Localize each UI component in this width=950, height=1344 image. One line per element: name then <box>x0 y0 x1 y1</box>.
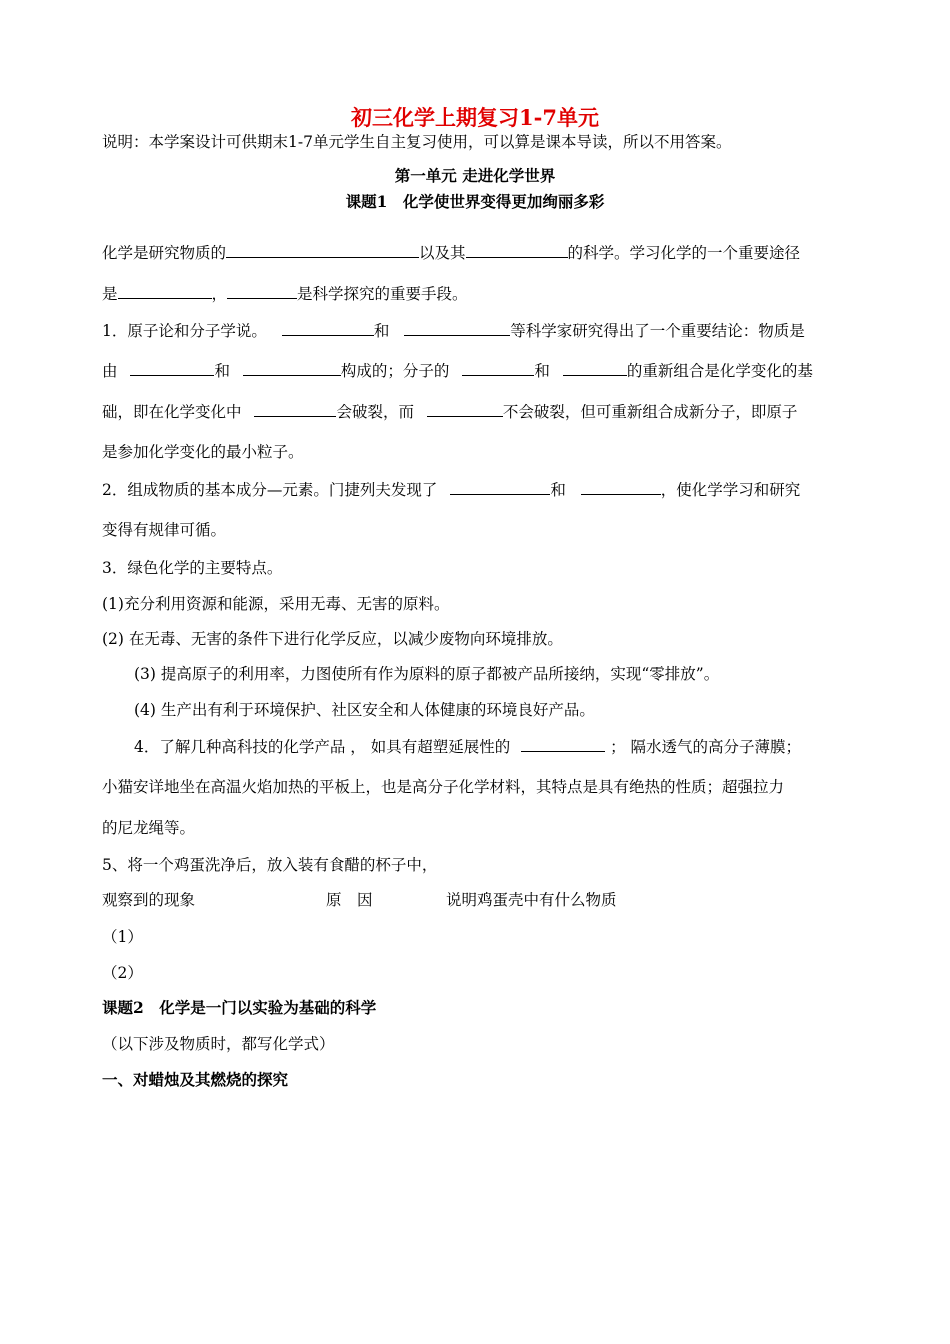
table-header-col2: 原 因 <box>326 891 373 909</box>
text: 础，即在化学变化中 <box>102 403 242 421</box>
paragraph-line: 小猫安详地坐在高温火焰加热的平板上，也是高分子化学材料，其特点是具有绝热的性质；超强拉力 <box>102 778 785 796</box>
table-row: （2） <box>102 964 143 982</box>
fill-blank[interactable] <box>118 283 212 299</box>
fill-blank[interactable] <box>450 479 550 495</box>
section1-heading: 一、对蜡烛及其燃烧的探究 <box>102 1070 289 1089</box>
paragraph-line: 5、将一个鸡蛋洗净后，放入装有食醋的杯子中， <box>102 856 438 874</box>
list-item: (4) 生产出有利于环境保护、社区安全和人体健康的环境良好产品。 <box>134 701 595 719</box>
text: 的科学。学习化学的一个重要途径 <box>567 244 801 262</box>
fill-blank[interactable] <box>581 479 661 495</box>
paragraph-line <box>102 479 800 501</box>
paragraph-line: 的尼龙绳等。 <box>102 819 196 837</box>
text: 和 <box>214 362 230 380</box>
list-item: (3) 提高原子的利用率，力图使所有作为原料的原子都被产品所接纳，实现“零排放”。 <box>134 665 720 683</box>
fill-blank[interactable] <box>462 360 534 376</box>
paragraph-line <box>102 320 805 342</box>
fill-blank[interactable] <box>404 320 510 336</box>
table-header-col3: 说明鸡蛋壳中有什么物质 <box>446 891 617 909</box>
fill-blank[interactable] <box>254 401 336 417</box>
paragraph-line <box>102 242 800 264</box>
paragraph-line: 是参加化学变化的最小粒子。 <box>102 443 304 461</box>
text: ； 隔水透气的高分子薄膜； <box>610 738 802 756</box>
text: 4．了解几种高科技的化学产品 ， 如具有超塑延展性的 <box>134 738 511 756</box>
paragraph-line: 3．绿色化学的主要特点。 <box>102 559 283 577</box>
text: ，使化学学习和研究 <box>660 481 801 499</box>
topic1-heading: 课题1 化学使世界变得更加绚丽多彩 <box>345 192 605 211</box>
paragraph-line <box>102 360 813 382</box>
text: 会破裂，而 <box>336 403 414 421</box>
fill-blank[interactable] <box>282 320 374 336</box>
fill-blank[interactable] <box>563 360 627 376</box>
text: 以及其 <box>419 244 466 262</box>
fill-blank[interactable] <box>521 736 605 752</box>
text: 构成的；分子的 <box>340 362 450 380</box>
paragraph-line <box>134 736 801 758</box>
text: 和 <box>373 322 390 340</box>
text: ， <box>211 285 228 303</box>
fill-blank[interactable] <box>226 242 419 258</box>
paragraph-line: 变得有规律可循。 <box>102 521 227 539</box>
text: 是 <box>102 285 118 303</box>
text: 2．组成物质的基本成分—元素。门捷列夫发现了 <box>102 481 438 499</box>
page-title: 初三化学上期复习1-7单元 <box>351 105 599 130</box>
fill-blank[interactable] <box>227 283 297 299</box>
text: 不会破裂，但可重新组合成新分子，即原子 <box>502 403 798 421</box>
text: 是科学探究的重要手段。 <box>297 285 468 303</box>
list-item: (1)充分利用资源和能源，采用无毒、无害的原料。 <box>102 595 450 613</box>
fill-blank[interactable] <box>466 242 568 258</box>
topic2-note: （以下涉及物质时，都写化学式） <box>102 1035 335 1053</box>
text: 和 <box>550 481 566 499</box>
table-header-col1: 观察到的现象 <box>102 891 196 909</box>
fill-blank[interactable] <box>130 360 214 376</box>
paragraph-line <box>102 283 468 305</box>
text: 的重新组合是化学变化的基 <box>626 362 813 380</box>
intro-text: 说明：本学案设计可供期末1-7单元学生自主复习使用，可以算是课本导读，所以不用答案。 <box>102 133 732 151</box>
text: 等科学家研究得出了一个重要结论：物质是 <box>510 322 805 340</box>
text: 化学是研究物质的 <box>102 244 227 262</box>
fill-blank[interactable] <box>427 401 503 417</box>
table-row: （1） <box>102 928 143 946</box>
list-item: (2) 在无毒、无害的条件下进行化学反应，以减少废物向环境排放。 <box>102 630 563 648</box>
text: 由 <box>102 362 118 380</box>
topic2-heading: 课题2 化学是一门以实验为基础的科学 <box>102 998 377 1017</box>
text: 和 <box>534 362 550 380</box>
fill-blank[interactable] <box>243 360 341 376</box>
paragraph-line <box>102 401 797 423</box>
text: 1．原子论和分子学说。 <box>102 322 267 340</box>
unit1-heading: 第一单元 走进化学世界 <box>394 166 556 185</box>
